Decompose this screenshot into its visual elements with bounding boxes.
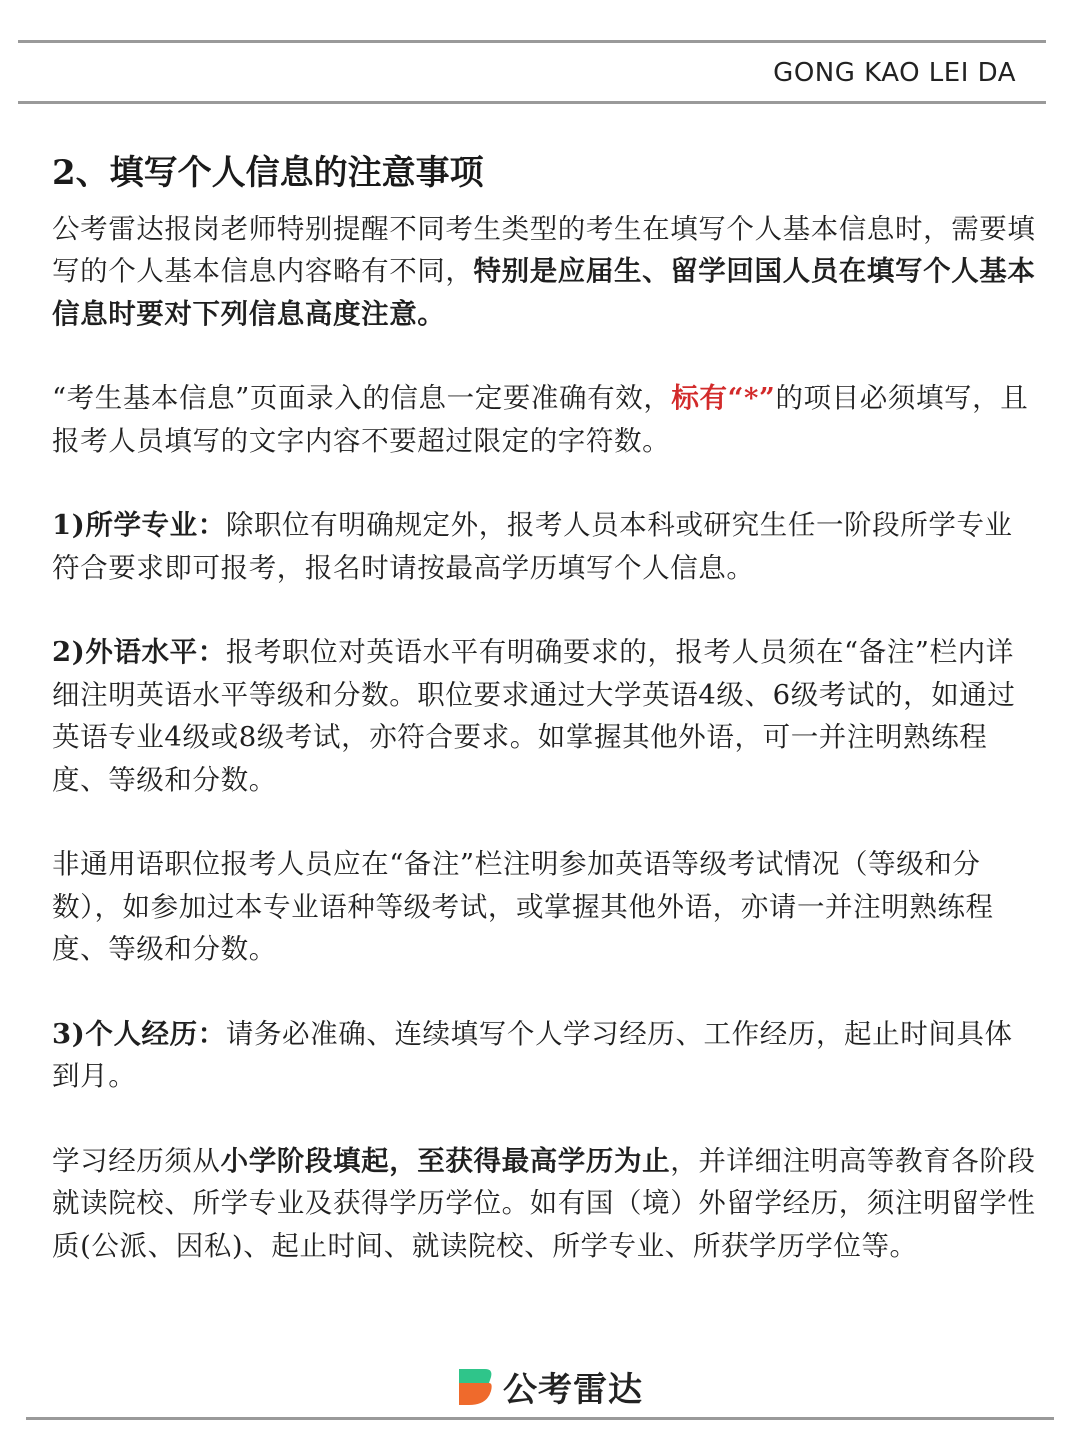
required-text-b: 的项目必须填写，且报考人员填写的文字内容不要超过限定的字符数。 [52,382,1029,457]
required-fields-paragraph [52,377,1037,462]
footer-rule [26,1417,1054,1420]
experience-emphasis: 小学阶段填起，至获得最高学历为止 [220,1144,671,1177]
experience-label: 3)个人经历： [52,1017,226,1050]
intro-emphasis: 特别是应届生、留学回国人员在填写个人基本信息时要对下列信息高度注意。 [52,255,1036,330]
header-bottom-rule [18,101,1046,104]
experience-paragraph [52,1013,1037,1098]
major-text: 除职位有明确规定外，报考人员本科或研究生任一阶段所学专业符合要求即可报考，报名时请按最高学历填写个人信息。 [52,509,1013,584]
section-title: 2、填写个人信息的注意事项 [52,153,484,193]
language-label: 2)外语水平： [52,636,226,669]
logo-text: 公考雷达 [503,1370,643,1410]
experience-text: 请务必准确、连续填写个人学习经历、工作经历，起止时间具体到月。 [52,1017,1013,1093]
language-paragraph [52,631,1037,801]
language-extra-paragraph: 非通用语职位报考人员应在“备注”栏注明参加英语等级考试情况（等级和分数），如参加过本专业语种等级考试，或掌握其他外语，亦请一并注明熟练程度、等级和分数。 [52,848,994,966]
required-mark-note: 标有“*” [671,382,776,415]
article-body [52,150,1037,1309]
required-text-a: “考生基本信息”页面录入的信息一定要准确有效， [52,382,672,415]
footer-logo [455,1362,643,1411]
experience-extra-paragraph [52,1140,1037,1268]
intro-text: 公考雷达报岗老师特别提醒不同考生类型的考生在填写个人基本信息时，需要填写的个人基本信息内容略有不同， [52,212,1036,288]
major-paragraph [52,504,1037,589]
language-text: 报考职位对英语水平有明确要求的，报考人员须在“备注”栏内详细注明英语水平等级和分数。职位要求通过大学英语4级、6级考试的，如通过英语专业4级或8级考试，亦符合要求。如掌握其他外语，可一并注明熟练程度、等级和分数。 [52,636,1016,796]
experience-extra-a: 学习经历须从 [52,1144,221,1177]
intro-paragraph [52,208,1037,336]
logo-mark-icon [455,1365,495,1409]
header-top-rule [18,40,1046,43]
experience-extra-b: ，并详细注明高等教育各阶段就读院校、所学专业及获得学历学位。如有国（境）外留学经历，须注明留学性质(公派、因私)、起止时间、就读院校、所学专业、所获学历学位等。 [52,1144,1036,1262]
major-label: 1)所学专业： [52,509,226,542]
brand-english: GONG KAO LEI DA [773,58,1016,88]
